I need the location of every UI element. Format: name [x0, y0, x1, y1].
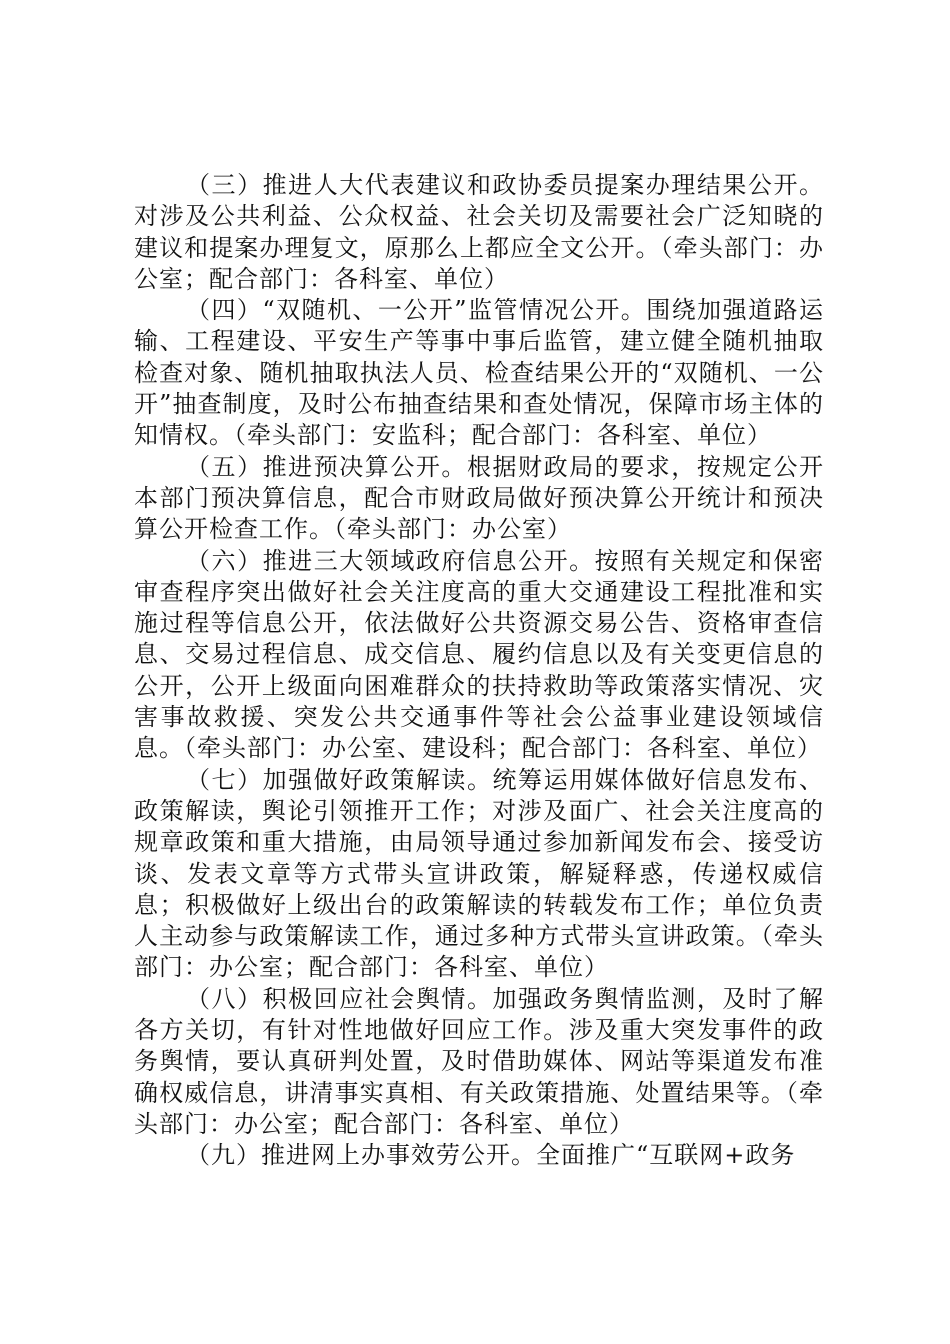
paragraph-4-double-random-supervision: （四）“双随机、一公开”监管情况公开。围绕加强道路运输、工程建设、平安生产等事中事后监管，建立健全随机抽取检查对象、随机抽取执法人员、检查结果公开的“双随机、一公开”抽查制度，及时公布抽查结果和查处情况，保障市场主体的知情权。（牵头部门：安监科；配合部门：各科室、单位） — [134, 296, 824, 450]
paragraph-5-budget-disclosure: （五）推进预决算公开。根据财政局的要求，按规定公开本部门预决算信息，配合市财政局做好预决算公开统计和预决算公开检查工作。（牵头部门：办公室） — [134, 452, 824, 544]
paragraph-9-online-services: （九）推进网上办事效劳公开。全面推广“互联网+政务 — [186, 1141, 796, 1170]
paragraph-7-policy-interpretation: （七）加强做好政策解读。统筹运用媒体做好信息发布、政策解读，舆论引领推开工作；对涉及面广、社会关注度高的规章政策和重大措施，由局领导通过参加新闻发布会、接受访谈、发表文章等方式带头宣讲政策，解疑释惑，传递权威信息；积极做好上级出台的政策解读的转载发布工作；单位负责人主动参与政策解读工作，通过多种方式带头宣讲政策。（牵头部门：办公室；配合部门：各科室、单位） — [134, 765, 824, 982]
paragraph-6-three-fields-disclosure: （六）推进三大领域政府信息公开。按照有关规定和保密审查程序突出做好社会关注度高的重大交通建设工程批准和实施过程等信息公开，依法做好公共资源交易公告、资格审查信息、交易过程信息、成交信息、履约信息以及有关变更信息的公开，公开上级面向困难群众的扶持救助等政策落实情况、灾害事故救援、突发公共交通事件等社会公益事业建设领域信息。（牵头部门：办公室、建设科；配合部门：各科室、单位） — [134, 546, 824, 763]
document-body — [134, 170, 824, 1172]
paragraph-3-disclosure-of-proposals: （三）推进人大代表建议和政协委员提案办理结果公开。对涉及公共利益、公众权益、社会关切及需要社会广泛知晓的建议和提案办理复文，原那么上都应全文公开。（牵头部门：办公室；配合部门：各科室、单位） — [134, 171, 824, 293]
paragraph-8-public-opinion-response: （八）积极回应社会舆情。加强政务舆情监测，及时了解各方关切，有针对性地做好回应工作。涉及重大突发事件的政务舆情，要认真研判处置，及时借助媒体、网站等渠道发布准确权威信息，讲清事实真相、有关政策措施、处置结果等。（牵头部门：办公室；配合部门：各科室、单位） — [134, 984, 824, 1138]
